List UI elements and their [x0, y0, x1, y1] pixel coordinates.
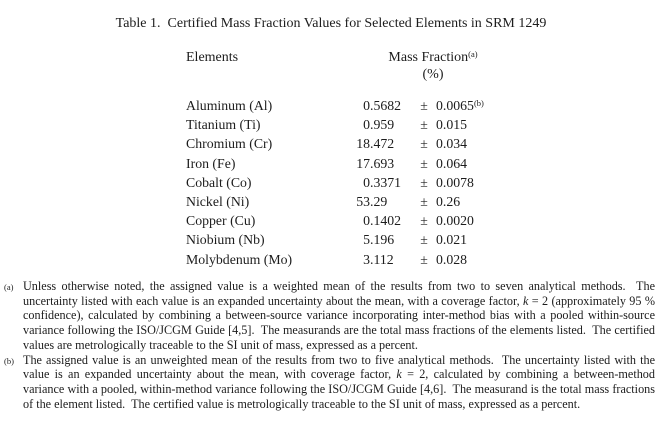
table-row	[186, 173, 484, 192]
element-name: Copper (Cu)	[186, 213, 256, 229]
table-rows	[186, 96, 484, 269]
value-decimal-part: .472	[370, 136, 395, 152]
value-integer-part: 53	[356, 193, 370, 209]
plus-minus-sign: ±	[420, 155, 428, 171]
value-integer-part: 0	[363, 98, 370, 113]
element-name: Nickel (Ni)	[186, 193, 250, 209]
value-decimal-part: .5682	[370, 98, 402, 113]
element-name: Iron (Fe)	[186, 155, 236, 171]
uncertainty-value: 0.028	[436, 251, 468, 267]
table-row	[186, 192, 484, 211]
plus-minus-sign: ±	[420, 213, 428, 229]
value-integer-part: 18	[356, 136, 370, 152]
plus-minus-sign: ±	[420, 232, 428, 248]
uncertainty-value: 0.064	[436, 155, 468, 171]
footnote-text: Unless otherwise noted, the assigned value is a weighted mean of the results from two to seven analytical methods. The uncertainty listed with each value is an expanded uncertainty about the mean, with a coverage factor,	[23, 279, 655, 308]
value-integer-part: 5	[363, 232, 370, 248]
value-decimal-part: .3371	[370, 174, 402, 190]
uncertainty-value: 0.021	[436, 232, 468, 248]
plus-minus-sign: ±	[420, 136, 428, 152]
footnote-text: = 2, calculated by combining a between-method variance with a pooled, within-method variance following the ISO/JCGM Guide [4,6]. The measurand is the total mass fractions of the element listed. The certified value is metrologically traceable to the SI unit of mass, expressed as a percent.	[23, 367, 655, 411]
value-decimal-part: .196	[370, 232, 395, 248]
value-integer-part: 0	[363, 213, 370, 229]
uncertainty-value: 0.26	[436, 193, 461, 209]
plus-minus-sign: ±	[420, 193, 428, 209]
value-decimal-part: .29	[370, 193, 388, 209]
uncertainty-value: 0.0065$^{(b)}$	[436, 98, 484, 113]
table-row	[186, 134, 484, 153]
footnote-ref-b-icon: (b)	[473, 98, 484, 108]
element-name: Niobium (Nb)	[186, 232, 265, 248]
uncertainty-value: 0.015	[436, 117, 468, 133]
element-name: Molybdenum (Mo)	[186, 251, 293, 267]
table-title: Table 1. Certified Mass Fraction Values for Selected Elements in SRM 1249	[115, 16, 547, 31]
table-row	[186, 154, 484, 173]
table-row	[186, 211, 484, 230]
plus-minus-sign: ±	[420, 117, 428, 133]
column-header-unit: (%)	[422, 67, 444, 82]
footnotes-section	[4, 279, 655, 411]
value-integer-part: 0	[363, 174, 370, 190]
column-header-mass-fraction	[348, 50, 518, 66]
element-name: Cobalt (Co)	[186, 174, 252, 190]
footnote	[4, 279, 655, 353]
value-integer-part: 3	[363, 251, 370, 267]
value-decimal-part: .693	[370, 155, 395, 171]
value-decimal-part: .112	[370, 251, 394, 267]
footnote-text: k	[396, 367, 402, 382]
element-name: Titanium (Ti)	[186, 117, 261, 133]
footnote-text: The assigned value is an unweighted mean of the results from two to five analytical methods. The uncertainty listed with the value is an expanded uncertainty about the mean, with coverage factor,	[23, 352, 655, 382]
uncertainty-value: 0.0020	[436, 213, 474, 229]
element-name: Chromium (Cr)	[186, 136, 273, 152]
table-row	[186, 115, 484, 134]
value-integer-part: 0	[363, 117, 370, 133]
footnote-marker: (b)	[4, 355, 14, 366]
table-row	[186, 250, 484, 269]
uncertainty-value: 0.034	[436, 136, 468, 152]
column-header-mass-fraction-label: Mass Fraction	[388, 50, 469, 65]
plus-minus-sign: ±	[420, 251, 428, 267]
footnote	[4, 353, 655, 412]
footnote-text: k	[523, 293, 529, 308]
footnote-text: = 2 (approximately 95 % confidence), calculated by combining a between-source variance incorporating inter-method bias with a pooled within-source variance following the ISO/JCGM Guide [4,5]. The measurands are the total mass fractions of the elements listed. The certified values are metrologically traceable to the SI unit of mass, expressed as a percent.	[23, 293, 655, 352]
table-row	[186, 96, 484, 115]
column-header-elements: Elements	[186, 50, 239, 65]
footnote-marker: (a)	[4, 282, 14, 292]
element-name: Aluminum (Al)	[186, 98, 273, 113]
uncertainty-value: 0.0078	[436, 174, 474, 190]
table-row	[186, 230, 484, 249]
value-decimal-part: .959	[370, 117, 395, 133]
value-integer-part: 17	[356, 155, 370, 171]
value-decimal-part: .1402	[370, 213, 402, 229]
footnote-ref-a-icon: (a)	[468, 49, 478, 59]
plus-minus-sign: ±	[420, 174, 428, 190]
plus-minus-sign: ±	[420, 98, 428, 113]
